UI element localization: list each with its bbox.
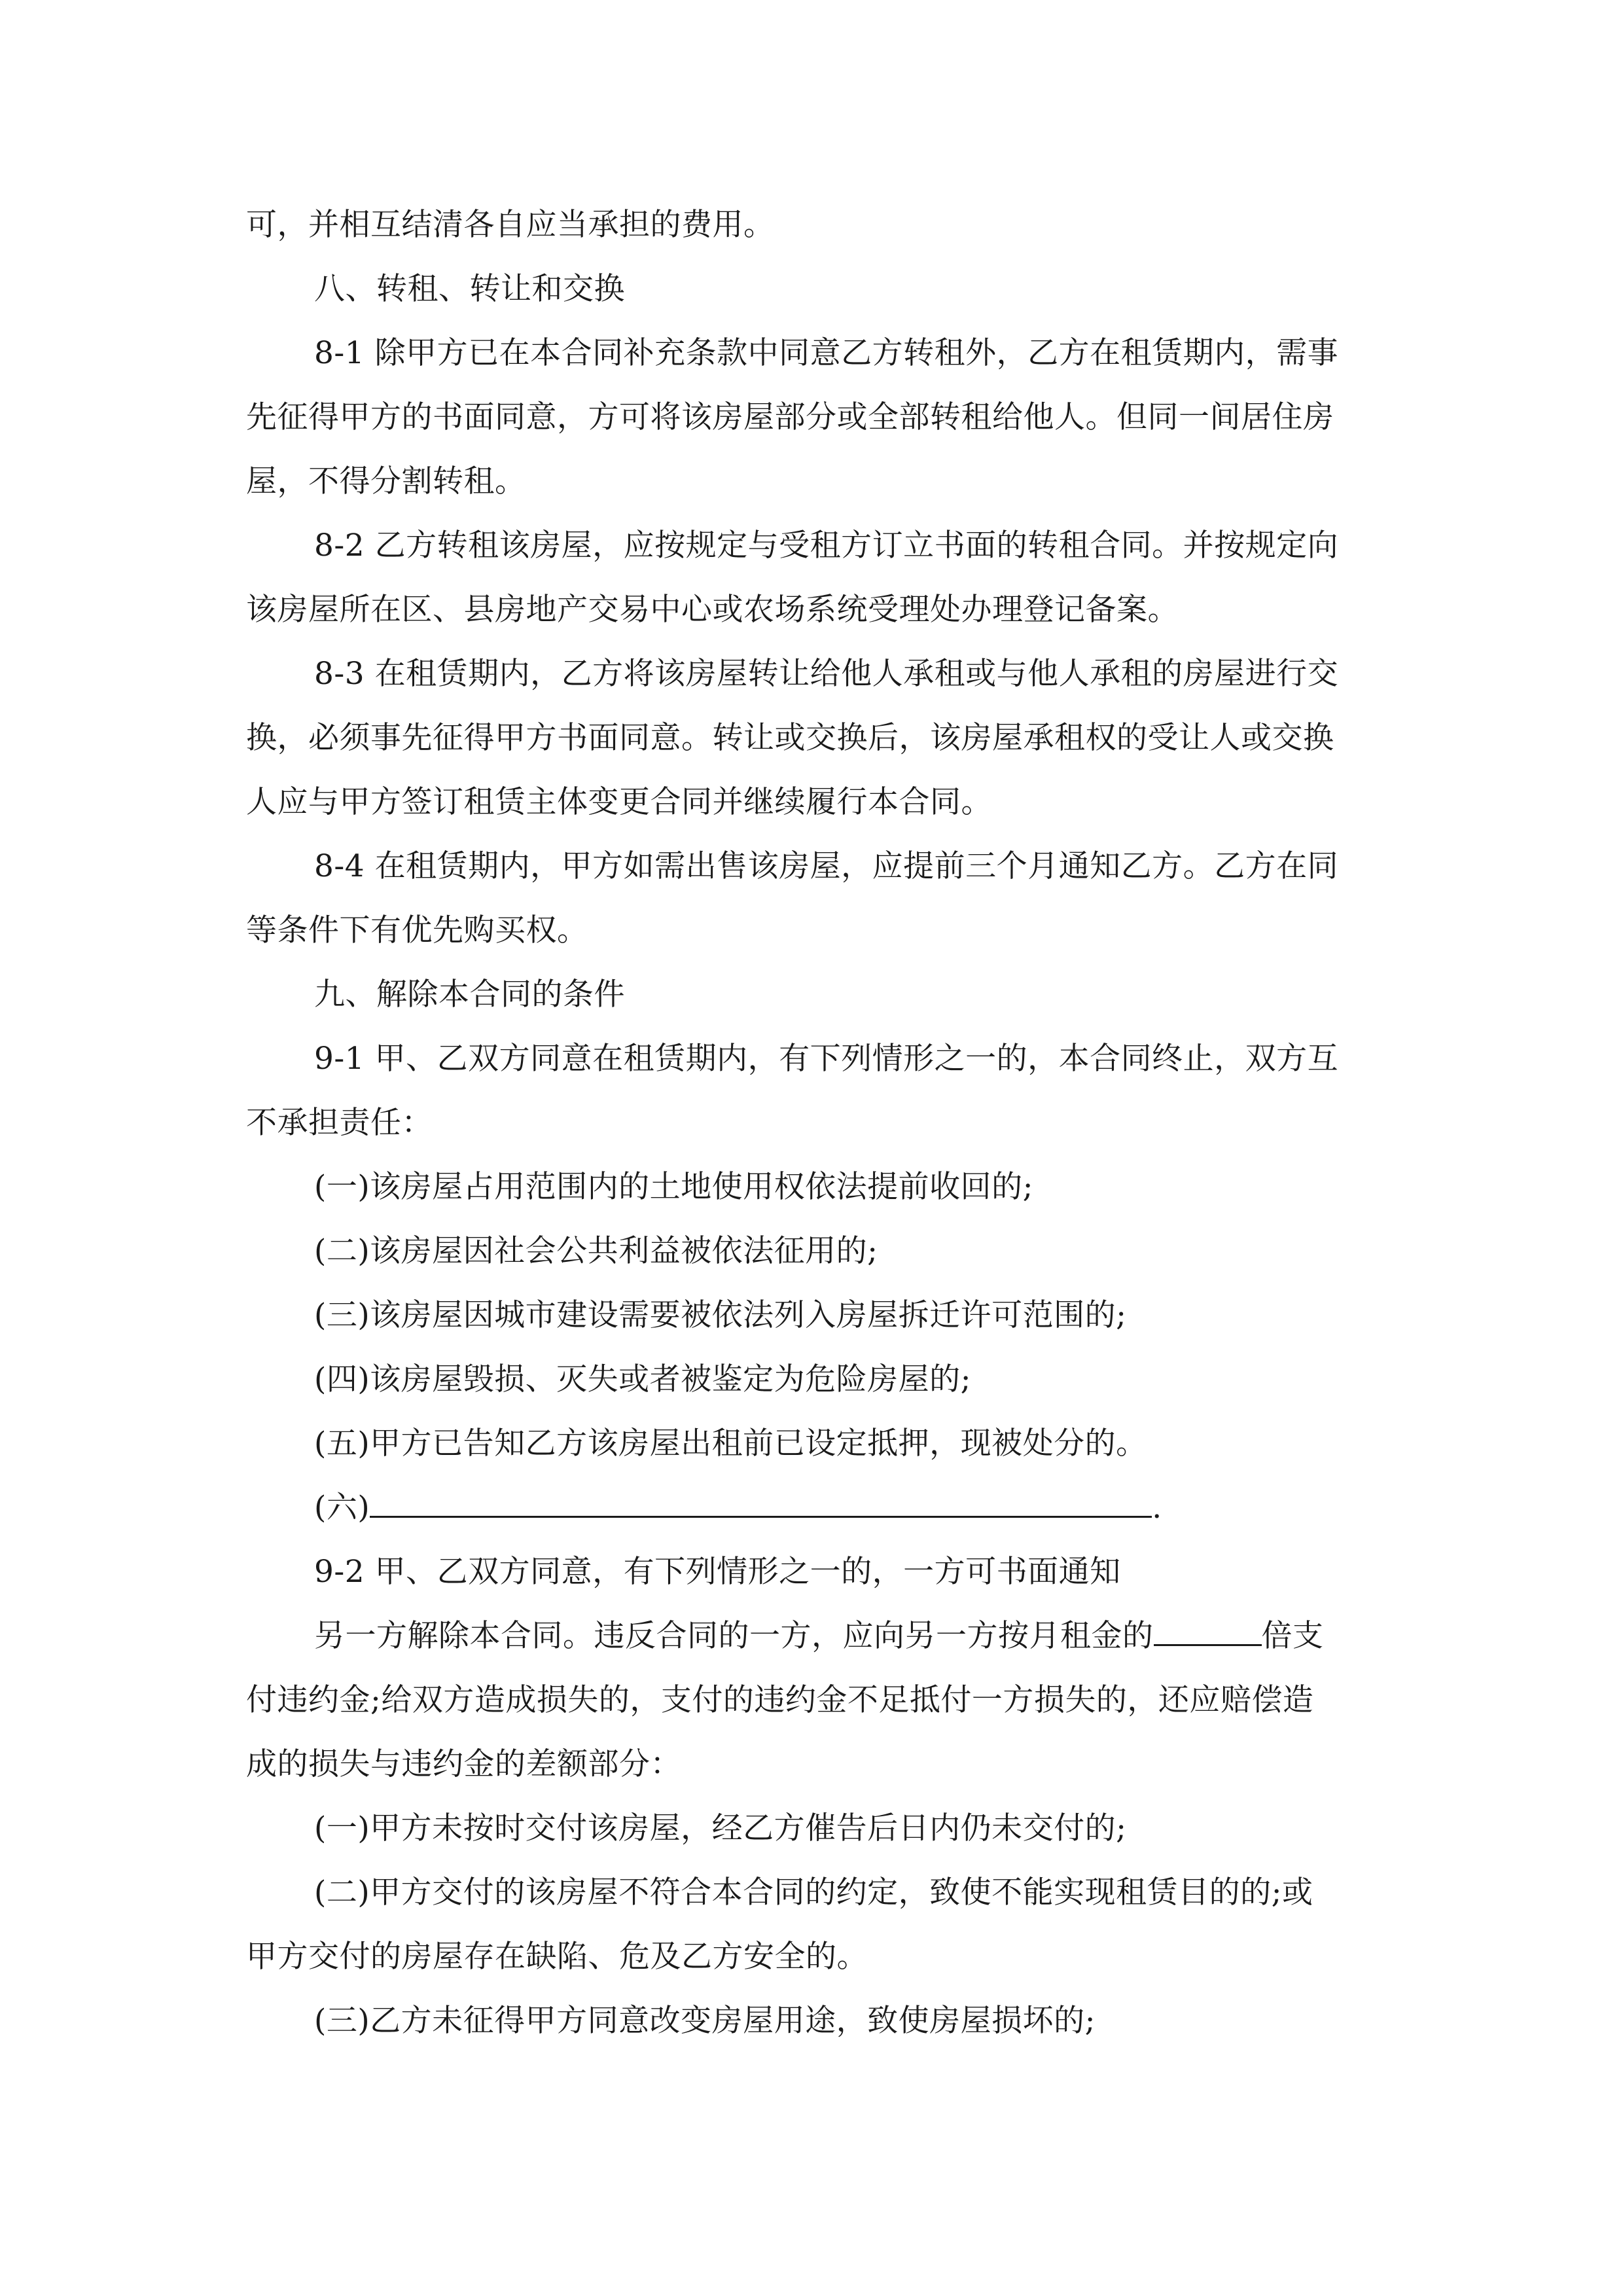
clause-8-2: 8-2 乙方转租该房屋，应按规定与受租方订立书面的转租合同。并按规定向 bbox=[314, 528, 1339, 564]
paragraph-line: 付违约金;给双方造成损失的，支付的违约金不足抵付一方损失的，还应赔偿造 bbox=[246, 1682, 1314, 1718]
paragraph-line: 不承担责任： bbox=[246, 1105, 433, 1141]
paragraph-line: 甲方交付的房屋存在缺陷、危及乙方安全的。 bbox=[246, 1939, 868, 1975]
list-item: (三)乙方未征得甲方同意改变房屋用途，致使房屋损坏的; bbox=[314, 2003, 1096, 2039]
paragraph-line: 成的损失与违约金的差额部分： bbox=[246, 1746, 681, 1782]
paragraph-line: 等条件下有优先购买权。 bbox=[246, 912, 588, 948]
paragraph-line: 可，并相互结清各自应当承担的费用。 bbox=[246, 207, 775, 243]
clause-9-2: 9-2 甲、乙双方同意，有下列情形之一的，一方可书面通知 bbox=[314, 1554, 1121, 1590]
paragraph-line bbox=[246, 1604, 1382, 1668]
paragraph-line: 换，必须事先征得甲方书面同意。转让或交换后，该房屋承租权的受让人或交换 bbox=[246, 720, 1334, 756]
list-item: (五)甲方已告知乙方该房屋出租前已设定抵押，现被处分的。 bbox=[314, 1426, 1147, 1462]
clause-8-4: 8-4 在租赁期内，甲方如需出售该房屋，应提前三个月通知乙方。乙方在同 bbox=[314, 848, 1339, 884]
clause-9-1: 9-1 甲、乙双方同意在租赁期内，有下列情形之一的，本合同终止，双方互 bbox=[314, 1041, 1339, 1077]
fill-in-blank bbox=[1154, 1613, 1262, 1646]
document-body bbox=[246, 193, 1382, 2053]
clause-8-1: 8-1 除甲方已在本合同补充条款中同意乙方转租外，乙方在租赁期内，需事 bbox=[314, 335, 1339, 371]
section-heading-9: 九、解除本合同的条件 bbox=[314, 977, 625, 1013]
list-item: (三)该房屋因城市建设需要被依法列入房屋拆迁许可范围的; bbox=[314, 1297, 1127, 1333]
list-item: (二)甲方交付的该房屋不符合本合同的约定，致使不能实现租赁目的的;或 bbox=[314, 1874, 1313, 1910]
paragraph-line: 人应与甲方签订租赁主体变更合同并继续履行本合同。 bbox=[246, 784, 992, 820]
list-item-blank bbox=[246, 1476, 1382, 1540]
line-text: 倍支 bbox=[1261, 1618, 1324, 1654]
list-item: (四)该房屋毁损、灭失或者被鉴定为危险房屋的; bbox=[314, 1361, 972, 1397]
list-item: (二)该房屋因社会公共利益被依法征用的; bbox=[314, 1233, 878, 1269]
paragraph-line: 该房屋所在区、县房地产交易中心或农场系统受理处办理登记备案。 bbox=[246, 592, 1179, 628]
fill-in-blank bbox=[370, 1484, 1152, 1518]
line-text: 另一方解除本合同。违反合同的一方，应向另一方按月租金的 bbox=[314, 1618, 1154, 1654]
list-item: (一)该房屋占用范围内的土地使用权依法提前收回的; bbox=[314, 1169, 1034, 1205]
list-item-label: (六) bbox=[314, 1490, 370, 1526]
section-heading-8: 八、转租、转让和交换 bbox=[314, 271, 625, 307]
clause-8-3: 8-3 在租赁期内，乙方将该房屋转让给他人承租或与他人承租的房屋进行交 bbox=[314, 656, 1339, 692]
list-item-end: . bbox=[1152, 1490, 1162, 1526]
paragraph-line: 屋，不得分割转租。 bbox=[246, 463, 526, 499]
list-item: (一)甲方未按时交付该房屋，经乙方催告后日内仍未交付的; bbox=[314, 1810, 1127, 1846]
paragraph-line: 先征得甲方的书面同意，方可将该房屋部分或全部转租给他人。但同一间居住房 bbox=[246, 399, 1334, 435]
